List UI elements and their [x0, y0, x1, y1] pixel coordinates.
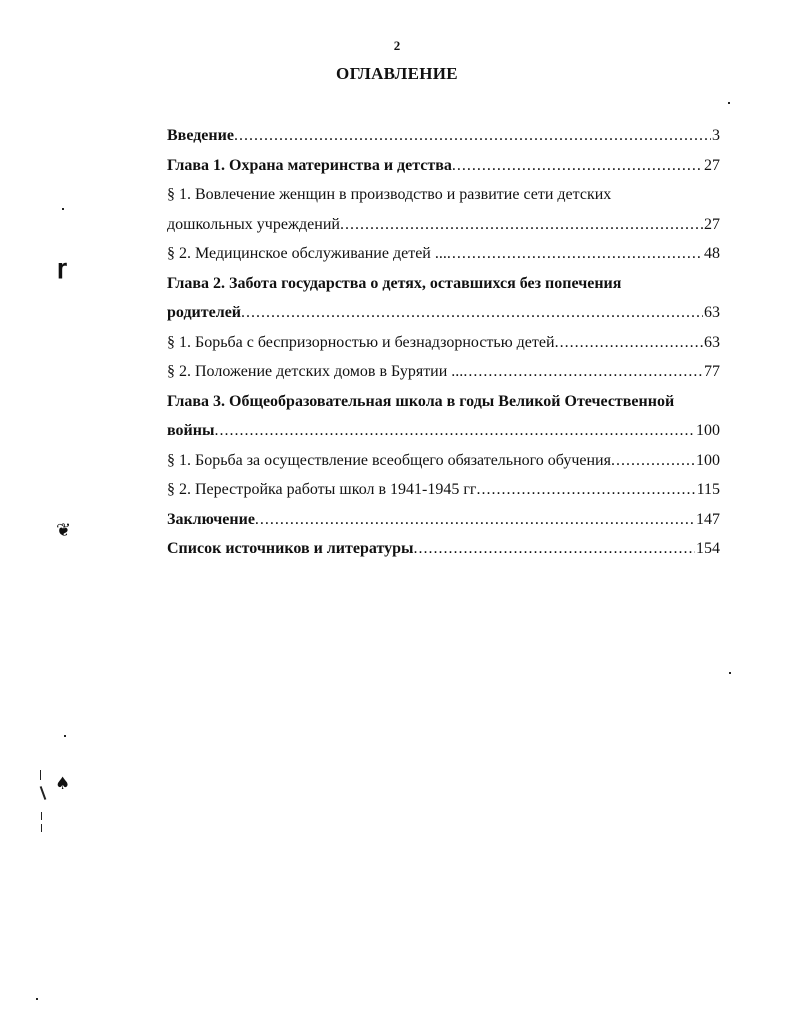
scan-artifact: ❦ — [56, 520, 72, 541]
toc-entry-references — [167, 534, 720, 564]
toc-entry-chapter-2 — [167, 269, 720, 299]
toc-entry-section-2-2 — [167, 357, 720, 387]
dot-leader — [214, 416, 695, 446]
toc-entry-conclusion — [167, 505, 720, 535]
toc-entry-page: 147 — [696, 510, 720, 528]
scan-artifact — [62, 208, 64, 210]
page-number: 2 — [393, 38, 401, 53]
toc-entry-label: § 1. Вовлечение женщин в производство и развитие сети детских — [167, 186, 612, 203]
dot-leader — [555, 328, 703, 358]
dot-leader — [234, 121, 711, 151]
toc-entry-page: 154 — [696, 540, 720, 557]
dot-leader — [255, 505, 695, 535]
scan-artifact — [64, 735, 66, 737]
toc-entry-page: 48 — [704, 245, 720, 262]
toc-entry-label: Заключение — [167, 510, 255, 528]
toc-entry-chapter-2-continued — [167, 298, 720, 328]
toc-entry-page: 63 — [704, 333, 720, 351]
scan-artifact — [728, 102, 730, 104]
toc-entry-label: войны — [167, 422, 215, 439]
dot-leader — [447, 239, 703, 269]
scan-artifact: ♠ — [55, 774, 71, 794]
table-of-contents — [167, 121, 720, 564]
toc-entry-label: Список источников и литературы — [167, 540, 414, 557]
toc-entry-chapter-3 — [167, 387, 720, 417]
toc-entry-page: 100 — [696, 422, 720, 439]
toc-entry-section-2-1 — [167, 328, 720, 358]
scan-artifact — [729, 672, 731, 674]
dot-leader — [476, 475, 695, 505]
toc-entry-page: 77 — [704, 363, 720, 380]
dot-leader — [611, 446, 695, 476]
dot-leader — [463, 357, 703, 387]
scan-artifact — [36, 998, 38, 1000]
toc-entry-label: § 2. Перестройка работы школ в 1941-1945 гг — [167, 481, 477, 498]
toc-entry-label: Введение — [167, 127, 234, 144]
toc-entry-label: § 2. Положение детских домов в Бурятии ... — [167, 363, 464, 380]
toc-entry-label: дошкольных учреждений — [167, 215, 340, 233]
toc-entry-page: 27 — [704, 215, 720, 233]
toc-entry-section-3-1 — [167, 446, 720, 476]
scan-artifact — [40, 786, 47, 800]
toc-entry-section-1-1 — [167, 180, 720, 210]
toc-entry-page: 3 — [712, 127, 720, 144]
scan-artifact — [40, 770, 41, 780]
toc-entry-introduction — [167, 121, 720, 151]
toc-entry-label: § 2. Медицинское обслуживание детей ... — [167, 245, 447, 262]
dot-leader — [340, 210, 703, 240]
scan-artifact — [41, 824, 42, 832]
toc-entry-section-1-1-continued — [167, 210, 720, 240]
scan-artifact: ɼ — [57, 255, 67, 279]
toc-entry-label: § 1. Борьба за осуществление всеобщего обязательного обучения — [167, 451, 611, 469]
toc-entry-label: Глава 2. Забота государства о детях, оставшихся без попечения — [167, 274, 622, 292]
toc-entry-label: § 1. Борьба с беспризорностью и безнадзорностью детей — [167, 333, 555, 351]
scan-artifact — [41, 812, 42, 820]
toc-entry-page: 27 — [704, 156, 720, 174]
toc-entry-chapter-1 — [167, 151, 720, 181]
toc-entry-page: 63 — [704, 304, 720, 321]
toc-entry-chapter-3-continued — [167, 416, 720, 446]
dot-leader — [241, 298, 703, 328]
page-title: ОГЛАВЛЕНИЕ — [336, 64, 458, 83]
dot-leader — [452, 151, 703, 181]
dot-leader — [413, 534, 695, 564]
toc-entry-section-3-2 — [167, 475, 720, 505]
toc-entry-label: родителей — [167, 304, 242, 321]
toc-entry-label: Глава 3. Общеобразовательная школа в годы Великой Отечественной — [167, 392, 675, 410]
toc-entry-page: 115 — [696, 481, 720, 498]
toc-entry-label: Глава 1. Охрана материнства и детства — [167, 156, 452, 174]
toc-entry-page: 100 — [696, 451, 720, 469]
toc-entry-section-1-2 — [167, 239, 720, 269]
